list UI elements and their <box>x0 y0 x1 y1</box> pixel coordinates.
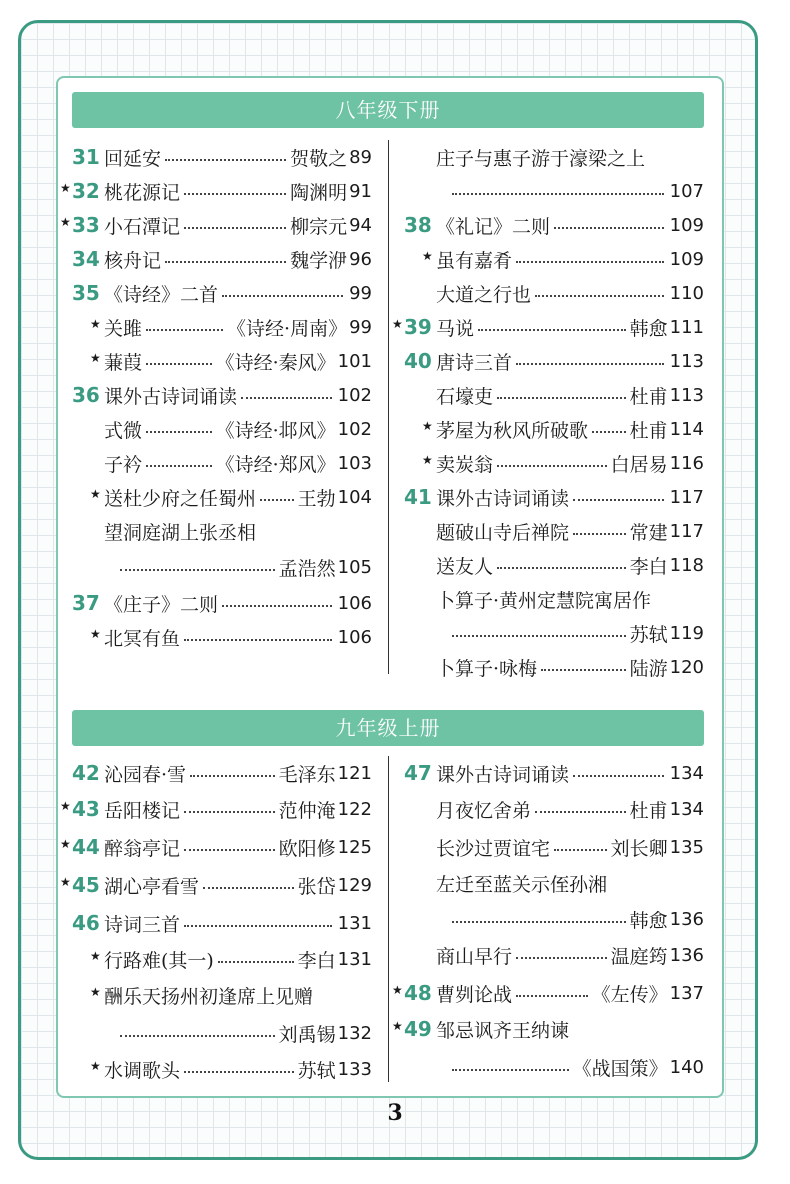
lesson-title: 庄子与惠子游于濠梁之上 <box>436 147 646 170</box>
lesson-title: 虽有嘉肴 <box>436 249 513 272</box>
page-ref: 134 <box>669 798 704 820</box>
lesson-author: 杜甫 <box>629 419 668 442</box>
toc-entry <box>404 140 704 174</box>
lesson-title: 小石潭记 <box>104 215 181 238</box>
star-icon: ★ <box>422 249 433 263</box>
page-ref: 140 <box>669 1056 704 1078</box>
page-ref: 136 <box>669 908 704 930</box>
toc-entry <box>404 208 704 242</box>
lesson-title: 卜算子·黄州定慧院寓居作 <box>436 589 652 612</box>
leader-dots <box>203 887 294 889</box>
page-ref: 101 <box>337 350 372 372</box>
lesson-author: 韩愈 <box>629 909 668 932</box>
page-ref: 120 <box>669 656 704 678</box>
toc-entry <box>72 378 372 412</box>
lesson-number: 34 <box>72 247 100 271</box>
leader-dots <box>497 567 626 569</box>
toc-entry <box>72 446 372 480</box>
leader-dots <box>516 363 664 365</box>
section-banner-grade8-second: 八年级下册 <box>72 92 704 128</box>
lesson-title: 回延安 <box>104 147 162 170</box>
toc-entry <box>404 866 704 900</box>
leader-dots <box>452 635 626 637</box>
lesson-title: 望洞庭湖上张丞相 <box>104 521 257 544</box>
toc-entry <box>72 586 372 620</box>
star-icon: ★ <box>392 1019 403 1033</box>
toc-entry <box>404 242 704 276</box>
page-ref: 99 <box>349 316 372 338</box>
lesson-title: 关雎 <box>104 317 143 340</box>
leader-dots <box>190 775 275 777</box>
lesson-number: 44 <box>72 835 100 859</box>
lesson-author: 魏学洢 <box>290 249 348 272</box>
leader-dots <box>260 499 294 501</box>
page-ref: 134 <box>669 762 704 784</box>
toc-entry <box>60 792 372 826</box>
page-number: 3 <box>387 1100 403 1126</box>
toc-entry <box>404 756 704 790</box>
lesson-author: 苏轼 <box>297 1059 336 1082</box>
lesson-author: 欧阳修 <box>278 837 336 860</box>
leader-dots <box>478 329 626 331</box>
leader-dots <box>146 431 212 433</box>
toc-entry <box>72 310 372 344</box>
lesson-number: 45 <box>72 873 100 897</box>
leader-dots <box>516 261 664 263</box>
page-ref: 121 <box>337 762 372 784</box>
leader-dots <box>452 1069 569 1071</box>
leader-dots <box>184 193 286 195</box>
lesson-author: 常建 <box>629 521 668 544</box>
lesson-title: 沁园春·雪 <box>104 763 187 786</box>
lesson-author: 杜甫 <box>629 385 668 408</box>
lesson-title: 卜算子·咏梅 <box>436 657 538 680</box>
lesson-author: 王勃 <box>297 487 336 510</box>
toc-entry <box>72 906 372 940</box>
lesson-author: 韩愈 <box>629 317 668 340</box>
lesson-number: 37 <box>72 591 100 615</box>
leader-dots <box>554 849 607 851</box>
leader-dots <box>165 159 286 161</box>
toc-entry <box>392 976 704 1010</box>
lesson-author: 刘长卿 <box>610 837 668 860</box>
page-ref: 131 <box>337 912 372 934</box>
toc-entry <box>404 830 704 864</box>
lesson-number: 31 <box>72 145 100 169</box>
lesson-author: 柳宗元 <box>290 215 348 238</box>
toc-entry <box>404 792 704 826</box>
lesson-author: 陆游 <box>629 657 668 680</box>
page-ref: 117 <box>669 486 704 508</box>
lesson-title: 桃花源记 <box>104 181 181 204</box>
toc-entry <box>72 140 372 174</box>
page-ref: 119 <box>669 622 704 644</box>
page-ref: 122 <box>337 798 372 820</box>
toc-entry <box>72 756 372 790</box>
star-icon: ★ <box>90 627 101 641</box>
page-ref: 103 <box>337 452 372 474</box>
page-ref: 102 <box>337 384 372 406</box>
page-ref: 137 <box>669 982 704 1004</box>
toc-entry <box>60 208 372 242</box>
page-ref: 94 <box>349 214 372 236</box>
leader-dots <box>452 921 626 923</box>
lesson-title: 行路难(其一) <box>104 949 214 972</box>
leader-dots <box>554 227 664 229</box>
toc-entry <box>72 550 372 584</box>
page-ref: 114 <box>669 418 704 440</box>
lesson-number: 35 <box>72 281 100 305</box>
lesson-title: 曹刿论战 <box>436 983 513 1006</box>
star-icon: ★ <box>90 949 101 963</box>
lesson-number: 42 <box>72 761 100 785</box>
toc-entry <box>60 868 372 902</box>
lesson-author: 贺敬之 <box>290 147 348 170</box>
leader-dots <box>535 811 626 813</box>
toc-entry <box>72 978 372 1012</box>
toc-entry <box>404 378 704 412</box>
leader-dots <box>592 431 626 433</box>
lesson-title: 送友人 <box>436 555 494 578</box>
toc-entry <box>404 446 704 480</box>
lesson-author: 苏轼 <box>629 623 668 646</box>
page-ref: 135 <box>669 836 704 858</box>
page-ref: 89 <box>349 146 372 168</box>
star-icon: ★ <box>60 837 71 851</box>
lesson-title: 茅屋为秋风所破歌 <box>436 419 589 442</box>
page-ref: 99 <box>349 282 372 304</box>
page-ref: 110 <box>669 282 704 304</box>
lesson-number: 40 <box>404 349 432 373</box>
lesson-title: 石壕吏 <box>436 385 494 408</box>
leader-dots <box>573 499 664 501</box>
toc-entry <box>72 1052 372 1086</box>
lesson-number: 36 <box>72 383 100 407</box>
lesson-title: 唐诗三首 <box>436 351 513 374</box>
star-icon: ★ <box>90 487 101 501</box>
toc-entry <box>72 344 372 378</box>
lesson-title: 水调歌头 <box>104 1059 181 1082</box>
page-ref: 125 <box>337 836 372 858</box>
lesson-title: 醉翁亭记 <box>104 837 181 860</box>
lesson-number: 46 <box>72 911 100 935</box>
lesson-title: 《礼记》二则 <box>436 215 551 238</box>
page-ref: 116 <box>669 452 704 474</box>
star-icon: ★ <box>422 453 433 467</box>
lesson-title: 北冥有鱼 <box>104 627 181 650</box>
lesson-title: 蒹葭 <box>104 351 143 374</box>
toc-entry <box>60 830 372 864</box>
lesson-title: 诗词三首 <box>104 913 181 936</box>
lesson-title: 湖心亭看雪 <box>104 875 200 898</box>
toc-entry <box>72 242 372 276</box>
lesson-title: 核舟记 <box>104 249 162 272</box>
leader-dots <box>452 193 664 195</box>
lesson-title: 送杜少府之任蜀州 <box>104 487 257 510</box>
page-ref: 133 <box>337 1058 372 1080</box>
toc-entry <box>72 942 372 976</box>
leader-dots <box>497 465 607 467</box>
lesson-title: 岳阳楼记 <box>104 799 181 822</box>
page-ref: 102 <box>337 418 372 440</box>
lesson-author: 《诗经·秦风》 <box>215 351 336 374</box>
lesson-author: 白居易 <box>610 453 668 476</box>
leader-dots <box>218 961 294 963</box>
page-ref: 106 <box>337 592 372 614</box>
leader-dots <box>120 569 275 571</box>
page-ref: 91 <box>349 180 372 202</box>
lesson-title: 《诗经》二首 <box>104 283 219 306</box>
lesson-title: 商山早行 <box>436 945 513 968</box>
toc-entry <box>72 514 372 548</box>
lesson-title: 课外古诗词诵读 <box>436 487 570 510</box>
lesson-author: 李白 <box>629 555 668 578</box>
toc-entry <box>72 276 372 310</box>
leader-dots <box>184 639 332 641</box>
lesson-author: 《左传》 <box>591 983 668 1006</box>
lesson-author: 范仲淹 <box>278 799 336 822</box>
column-divider <box>388 140 389 674</box>
lesson-author: 《诗经·邶风》 <box>215 419 336 442</box>
leader-dots <box>146 329 223 331</box>
page-ref: 136 <box>669 944 704 966</box>
leader-dots <box>541 669 626 671</box>
page-ref: 118 <box>669 554 704 576</box>
section-banner-grade9-first: 九年级上册 <box>72 710 704 746</box>
page-ref: 107 <box>669 180 704 202</box>
leader-dots <box>497 397 626 399</box>
toc-entry <box>72 480 372 514</box>
toc-entry <box>404 1050 704 1084</box>
leader-dots <box>165 261 286 263</box>
lesson-author: 《战国策》 <box>572 1057 668 1080</box>
lesson-number: 43 <box>72 797 100 821</box>
lesson-author: 孟浩然 <box>278 557 336 580</box>
toc-entry <box>404 650 704 684</box>
lesson-author: 张岱 <box>297 875 336 898</box>
lesson-author: 《诗经·周南》 <box>227 317 348 340</box>
leader-dots <box>146 465 212 467</box>
toc-entry <box>72 1016 372 1050</box>
toc-entry <box>72 620 372 654</box>
star-icon: ★ <box>60 875 71 889</box>
star-icon: ★ <box>392 317 403 331</box>
toc-entry <box>392 1012 704 1046</box>
star-icon: ★ <box>60 215 71 229</box>
toc-entry <box>404 276 704 310</box>
lesson-title: 长沙过贾谊宅 <box>436 837 551 860</box>
lesson-number: 48 <box>404 981 432 1005</box>
star-icon: ★ <box>90 317 101 331</box>
lesson-title: 式微 <box>104 419 143 442</box>
toc-entry <box>404 412 704 446</box>
lesson-number: 32 <box>72 179 100 203</box>
toc-entry <box>404 902 704 936</box>
leader-dots <box>146 363 212 365</box>
leader-dots <box>184 811 275 813</box>
toc-entry <box>72 412 372 446</box>
lesson-title: 马说 <box>436 317 475 340</box>
toc-entry <box>60 174 372 208</box>
page-ref: 109 <box>669 248 704 270</box>
leader-dots <box>184 925 332 927</box>
page-ref: 132 <box>337 1022 372 1044</box>
page-ref: 96 <box>349 248 372 270</box>
page-ref: 113 <box>669 384 704 406</box>
star-icon: ★ <box>422 419 433 433</box>
lesson-author: 刘禹锡 <box>278 1023 336 1046</box>
leader-dots <box>184 227 286 229</box>
toc-entry <box>404 938 704 972</box>
page-ref: 104 <box>337 486 372 508</box>
star-icon: ★ <box>90 985 101 999</box>
leader-dots <box>222 295 343 297</box>
leader-dots <box>184 849 275 851</box>
leader-dots <box>573 775 664 777</box>
page-ref: 129 <box>337 874 372 896</box>
page-ref: 109 <box>669 214 704 236</box>
lesson-number: 49 <box>404 1017 432 1041</box>
lesson-title: 子衿 <box>104 453 143 476</box>
page-ref: 106 <box>337 626 372 648</box>
leader-dots <box>535 295 664 297</box>
star-icon: ★ <box>60 799 71 813</box>
lesson-title: 《庄子》二则 <box>104 593 219 616</box>
lesson-number: 41 <box>404 485 432 509</box>
lesson-title: 课外古诗词诵读 <box>104 385 238 408</box>
lesson-author: 《诗经·郑风》 <box>215 453 336 476</box>
toc-entry <box>404 616 704 650</box>
leader-dots <box>573 533 626 535</box>
lesson-author: 陶渊明 <box>290 181 348 204</box>
toc-entry <box>392 310 704 344</box>
lesson-title: 月夜忆舍弟 <box>436 799 532 822</box>
page-ref: 111 <box>669 316 704 338</box>
lesson-title: 左迁至蓝关示侄孙湘 <box>436 873 608 896</box>
lesson-number: 39 <box>404 315 432 339</box>
lesson-number: 47 <box>404 761 432 785</box>
leader-dots <box>222 605 332 607</box>
toc-entry <box>404 548 704 582</box>
leader-dots <box>516 957 607 959</box>
lesson-author: 李白 <box>297 949 336 972</box>
lesson-author: 杜甫 <box>629 799 668 822</box>
page-ref: 105 <box>337 556 372 578</box>
lesson-number: 33 <box>72 213 100 237</box>
star-icon: ★ <box>90 1059 101 1073</box>
lesson-author: 毛泽东 <box>278 763 336 786</box>
leader-dots <box>184 1071 294 1073</box>
star-icon: ★ <box>60 181 71 195</box>
leader-dots <box>516 995 588 997</box>
page-ref: 113 <box>669 350 704 372</box>
leader-dots <box>120 1035 275 1037</box>
lesson-title: 酬乐天扬州初逢席上见赠 <box>104 985 314 1008</box>
lesson-title: 大道之行也 <box>436 283 532 306</box>
column-divider <box>388 756 389 1082</box>
page-ref: 131 <box>337 948 372 970</box>
toc-entry <box>404 514 704 548</box>
lesson-title: 卖炭翁 <box>436 453 494 476</box>
leader-dots <box>241 397 332 399</box>
lesson-title: 题破山寺后禅院 <box>436 521 570 544</box>
lesson-title: 课外古诗词诵读 <box>436 763 570 786</box>
star-icon: ★ <box>90 351 101 365</box>
lesson-number: 38 <box>404 213 432 237</box>
star-icon: ★ <box>392 983 403 997</box>
toc-entry <box>404 344 704 378</box>
lesson-title: 邹忌讽齐王纳谏 <box>436 1019 570 1042</box>
toc-entry <box>404 174 704 208</box>
toc-entry <box>404 480 704 514</box>
page-ref: 117 <box>669 520 704 542</box>
lesson-author: 温庭筠 <box>610 945 668 968</box>
toc-entry <box>404 582 704 616</box>
